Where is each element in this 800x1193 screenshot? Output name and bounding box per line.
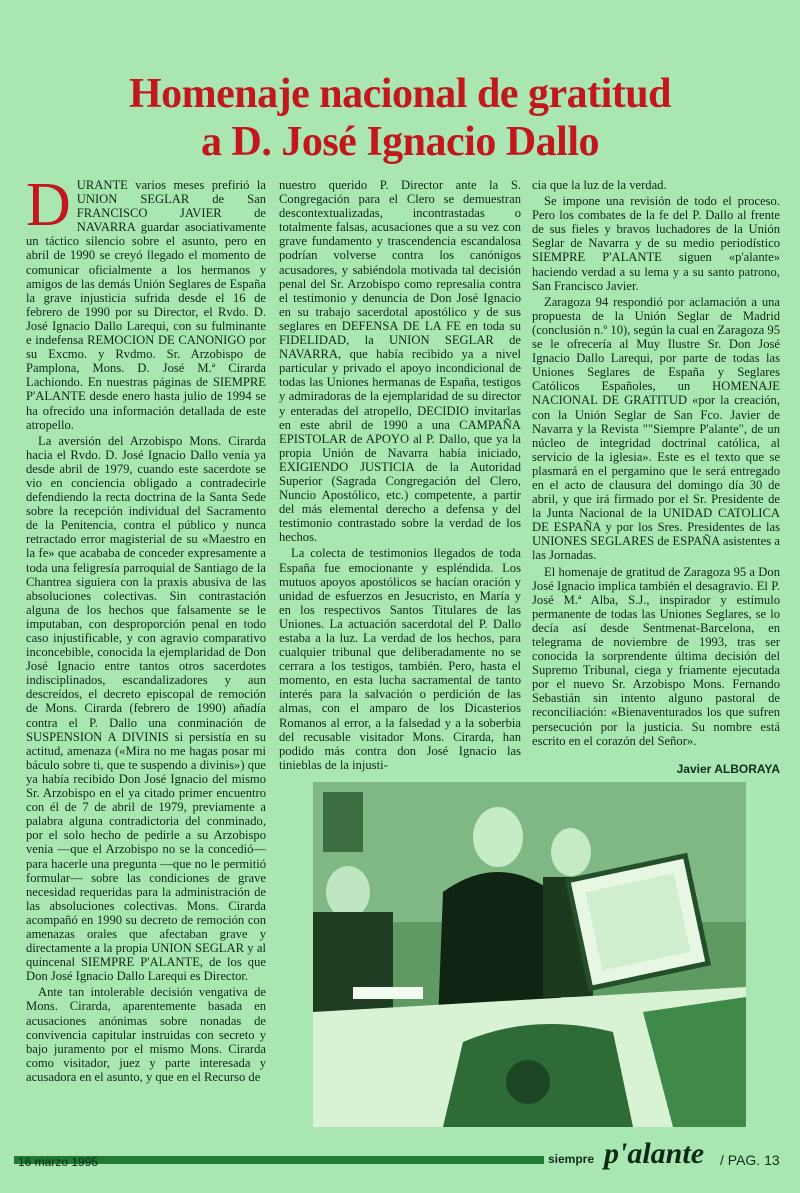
text-column-1: [26, 171, 266, 1130]
paragraph: Se impone una revisión de todo el proceso. Pero los combates de la fe del P. Dallo al frente de sus fieles y bravos luchadores de la Unión Seglar de Navarra y de su medio periodístico SIEMPRE P'ALANTE siguen «p'alante» haciendo verdad a su lema y a su santo patrono, San Francisco Javier.: [532, 194, 780, 293]
brand-logo: p'alante: [604, 1137, 705, 1170]
text-column-3: [532, 178, 780, 778]
paragraph: Ante tan intolerable decisión vengativa de Mons. Cirarda, aparentemente basada en acusaciones anónimas sobre nonadas de convivencia capitular instruidas con secreto y bajo juramento por el mismo Mons. Cirarda como visitador, juez y parte interesada y acusadora en el asunto, y que en el Recurso de: [26, 985, 266, 1084]
brand-prefix: siempre: [548, 1152, 595, 1166]
author-byline: Javier ALBORAYA: [676, 762, 780, 776]
paragraph: DURANTE varios meses prefirió la UNION SEGLAR de San FRANCISCO JAVIER de NAVARRA guardar asociativamente un táctico silencio sobre el asunto, pero en abril de 1990 se creyó llegado el momento de comunicar oficialmente a los hermanos y amigos de las demás Unión Seglares de España la grave injusticia sufrida desde el 16 de febrero de 1990 por su Director, el Rvdo. D. José Ignacio Dallo Larequi, con su fulminante e indefensa REMOCION DE CANONIGO por su Excmo. y Rvdmo. Sr. Arzobispo de Pamplona, Mons. D. José M.ª Cirarda Lachiondo. En nuestras páginas de SIEMPRE P'ALANTE desde enero hasta julio de 1994 se ha ofrecido una información detallada de este atropello.: [26, 171, 266, 432]
text-column-2: [279, 178, 521, 772]
paragraph: Zaragoza 94 respondió por aclamación a una propuesta de la Unión Seglar de Madrid (conclusión n.º 10), según la cual en Zaragoza 95 se le ofrecería al Muy Ilustre Sr. Don José Ignacio Dallo Larequi, por parte de todas las Uniones Seglares de España y Seglares Católicos Españoles, un HOMENAJE NACIONAL DE GRATITUD «por la creación, con la Unión Seglar de San Fco. Javier de Navarra y la Revista ""Siempre P'alante", de un núcleo de integridad doctrinal católica, al servicio de la iglesia». Este es el texto que se plasmará en el pergamino que le será entregado en el acto de clausura del domingo día 30 de abril, y que irá firmado por el Sr. Presidente de la Junta Nacional de la UNIDAD CATOLICA DE ESPAÑA y por los Sres. Presidentes de las UNIONES SEGLARES de ESPAÑA asistentes a las Jornadas.: [532, 294, 780, 563]
paragraph: nuestro querido P. Director ante la S. Congregación para el Clero se demuestran descontextualizadas, incontrastadas o totalmente falsas, acusaciones que a su vez con grave fundamento y trascendencia escandalosa podrían volverse contra los canónigos acusadores, y sabiéndola motivada tal decisión penal del Sr. Arzobispo como represalia contra el testimonio y denuncia de Don José Ignacio en su trabajo sacerdotal apostólico y de sus seglares en DEFENSA DE LA FE en toda su FIDELIDAD, la UNION SEGLAR de NAVARRA, que había recibido ya a nivel particular y privado el apoyo incondicional de todas las Uniones hermanas de España, testigos y admiradoras de la ejemplaridad de su director y enteradas del atropello, DECIDIO invitarlas en este abril de 1990 a una CAMPAÑA EPISTOLAR de APOYO al P. Dallo, que ya la propia Unión de Navarra había iniciado, EXIGIENDO JUSTICIA de la Autoridad Superior (Sagrada Congregación del Clero, Nuncio Apostólico, etc.) competente, a partir del más elemental derecho a defensa y del testimonio contrastado sobre la verdad de los hechos.: [279, 178, 521, 545]
paragraph: cia que la luz de la verdad.: [532, 178, 667, 192]
drop-cap: D: [26, 171, 71, 239]
title-line-2: a D. José Ignacio Dallo: [201, 119, 599, 165]
paragraph: La colecta de testimonios llegados de toda España fue emocionante y espléndida. Los mutuos apoyos apostólicos se hacían oración y unidad de esfuerzos en Jesucristo, en María y en los respectivos Santos Titulares de las Uniones. La actuación sacerdotal del P. Dallo estaba a la luz. La verdad de los hechos, para cualquier tribunal que deliberadamente no se cerrara a los testigos, también. Pero, hasta el momento, en esta lucha sacramental de tanto interés para la salvación o perdición de las almas, con el amparo de los Dicasterios Romanos al error, a la falsedad y a la soberbia del recusable visitador Mons. Cirarda, han podido más contra don José Ignacio las tinieblas de la injusti-: [279, 546, 521, 772]
ceremony-photo: [313, 782, 746, 1127]
page-number: / PAG. 13: [720, 1152, 780, 1168]
article-title: [40, 70, 760, 166]
paragraph: El homenaje de gratitud de Zaragoza 95 a Don José Ignacio implica también el desagravio. El P. José M.ª Alba, S.J., inspirador y estímulo permanente de todas las Uniones Seglares, se lo decía así desde Sentmenat-Barcelona, en telegrama de noviembre de 1993, tras ser conocida la sorprendente última decisión del Supremo Tribunal, ciega y friamente ejecutada por el nuevo Sr. Arzobispo Mons. Fernando Sebastián sin intento alguno pastoral de reconciliación: «Bienaventurados los que sufren persecución por la justicia. Su nombre está escrito en el corazón del Señor».: [532, 564, 780, 748]
paragraph: La aversión del Arzobispo Mons. Cirarda hacia el Rvdo. D. José Ignacio Dallo venía ya desde abril de 1979, cuando este sacerdote se vio en conciencia obligado a contradecirle defendiendo la recta doctrina de la Santa Sede sobre la recepción individual del Sacramento de la Penitencia, contra el público y nunca retractado error magisterial de su «Maestro en la fe» que acababa de conceder expresamente a toda una feligresía parroquial de Santiago de la Chantrea siguiera con la praxis abusiva de las absoluciones colectivas. Sin contrastación alguna de los hechos que falsamente se le imputaban, con desproporción penal en todo caso injustificable, y con agravio comparativo inconcebible, conocida la ejemplaridad de Don José Ignacio entre tantos otros sacerdotes indisciplinados, escandalizadores y aun descreídos, el decreto episcopal de remoción de Mons. Cirarda (febrero de 1990) añadía contra el P. Dallo una conminación de SUSPENSION A DIVINIS si persistía en su actitud, amenaza («Mira no me hagas posar mi báculo sobre ti, que te suspendo a divinis») que ya había recibido Don José Ignacio del mismo Sr. Arzobispo en el ya citado primer encuentro con él de 7 de abril de 1979, previamente a palabra alguna contradictoria del conminado, por el solo hecho de pedirle a su Arzobispo venia —que el Arzobispo no se la concedió— para hacerle una pregunta —que no le permitió formular— sobre las condiciones de grave necesidad requeridas para la administración de las absoluciones colectivas. Mons. Cirarda acompañó en 1990 su decreto de remoción con amenazas orales que afectaban grave y directamente a la propia UNION SEGLAR y al quincenal SIEMPRE P'ALANTE, de los que Don José Ignacio Dallo Larequi es Director.: [26, 433, 266, 984]
title-line-1: Homenaje nacional de gratitud: [129, 71, 671, 117]
photo-illustration: [313, 782, 746, 1127]
issue-date: 16 marzo 1995: [18, 1155, 99, 1169]
